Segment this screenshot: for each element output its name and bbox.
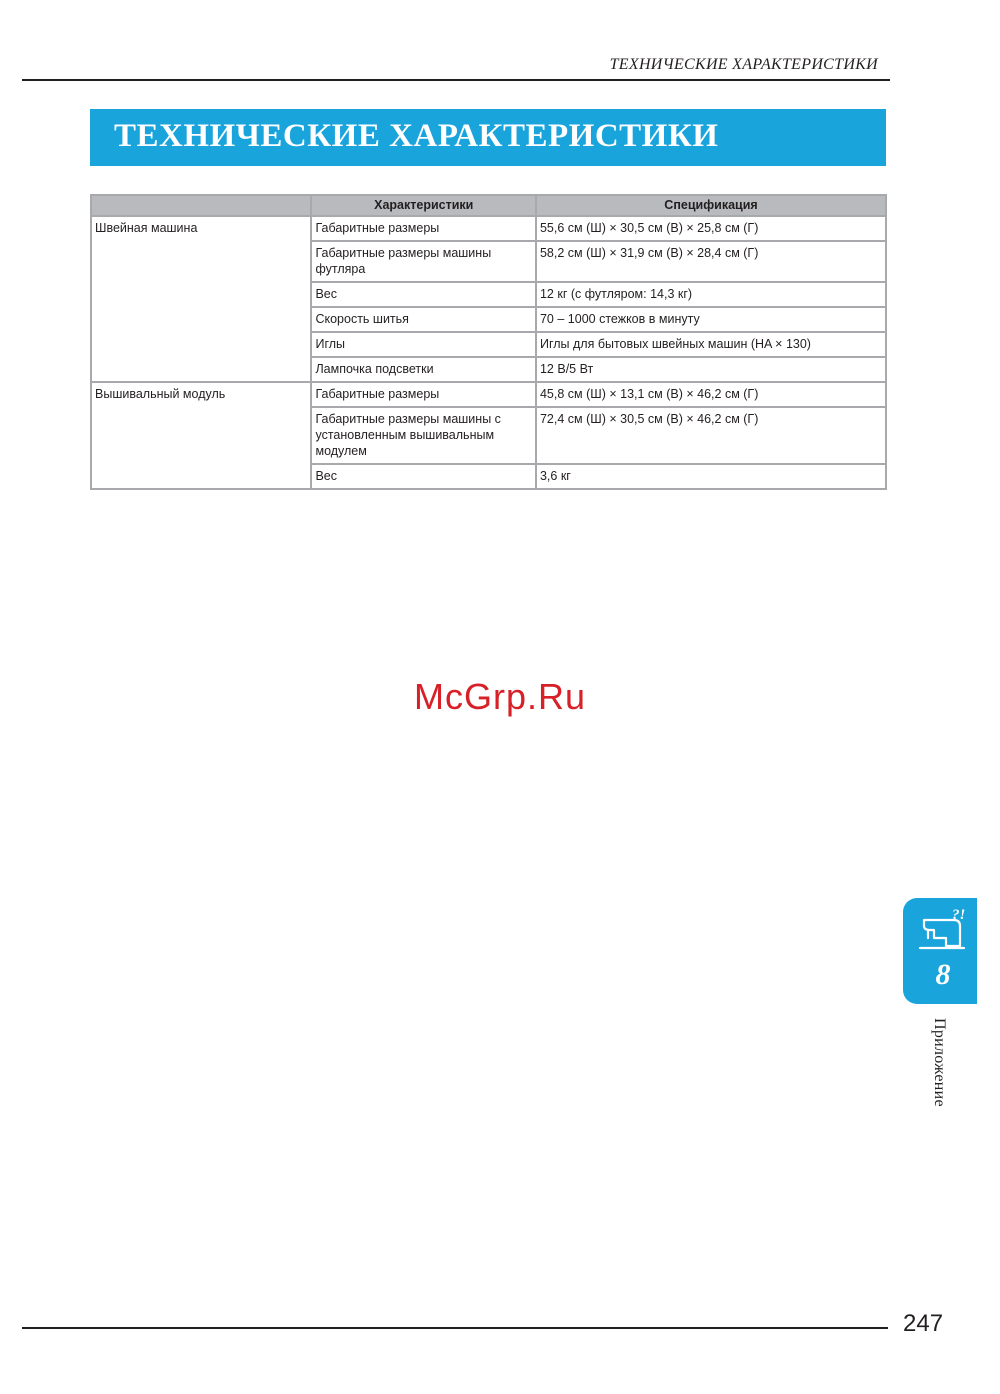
group-name-embroidery-module: Вышивальный модуль bbox=[91, 382, 311, 489]
chapter-tab[interactable] bbox=[903, 898, 977, 1004]
feature-cell: Иглы bbox=[311, 332, 536, 357]
svg-text:?!: ?! bbox=[952, 908, 966, 923]
sewing-machine-icon bbox=[916, 908, 968, 952]
section-title: ТЕХНИЧЕСКИЕ ХАРАКТЕРИСТИКИ bbox=[114, 118, 719, 154]
spec-cell: 58,2 см (Ш) × 31,9 см (В) × 28,4 см (Г) bbox=[536, 241, 886, 282]
table-header-spec: Спецификация bbox=[536, 195, 886, 216]
feature-cell: Габаритные размеры bbox=[311, 382, 536, 407]
feature-cell: Габаритные размеры машины футляра bbox=[311, 241, 536, 282]
spec-cell: 3,6 кг bbox=[536, 464, 886, 489]
top-rule bbox=[22, 79, 890, 81]
feature-cell: Лампочка подсветки bbox=[311, 357, 536, 382]
feature-cell: Вес bbox=[311, 282, 536, 307]
chapter-label: Приложение bbox=[931, 1018, 948, 1107]
spec-cell: 12 В/5 Вт bbox=[536, 357, 886, 382]
table-header-row bbox=[91, 195, 886, 216]
feature-cell: Вес bbox=[311, 464, 536, 489]
page-number: 247 bbox=[903, 1310, 944, 1337]
spec-cell: Иглы для бытовых швейных машин (HA × 130) bbox=[536, 332, 886, 357]
feature-cell: Скорость шитья bbox=[311, 307, 536, 332]
spec-cell: 72,4 см (Ш) × 30,5 см (В) × 46,2 см (Г) bbox=[536, 407, 886, 464]
chapter-number: 8 bbox=[935, 958, 951, 991]
bottom-rule bbox=[22, 1327, 888, 1329]
watermark: McGrp.Ru bbox=[413, 676, 587, 717]
spec-cell: 70 – 1000 стежков в минуту bbox=[536, 307, 886, 332]
table-row bbox=[91, 216, 886, 241]
table-row bbox=[91, 382, 886, 407]
section-title-banner bbox=[90, 109, 886, 166]
spec-cell: 45,8 см (Ш) × 13,1 см (В) × 46,2 см (Г) bbox=[536, 382, 886, 407]
running-header: ТЕХНИЧЕСКИЕ ХАРАКТЕРИСТИКИ bbox=[609, 56, 878, 73]
table-header-feature: Характеристики bbox=[311, 195, 536, 216]
spec-cell: 55,6 см (Ш) × 30,5 см (В) × 25,8 см (Г) bbox=[536, 216, 886, 241]
feature-cell: Габаритные размеры машины с установленным вышивальным модулем bbox=[311, 407, 536, 464]
feature-cell: Габаритные размеры bbox=[311, 216, 536, 241]
group-name-sewing-machine: Швейная машина bbox=[91, 216, 311, 382]
spec-cell: 12 кг (с футляром: 14,3 кг) bbox=[536, 282, 886, 307]
specifications-table bbox=[90, 194, 887, 490]
table-header-group bbox=[91, 195, 311, 216]
